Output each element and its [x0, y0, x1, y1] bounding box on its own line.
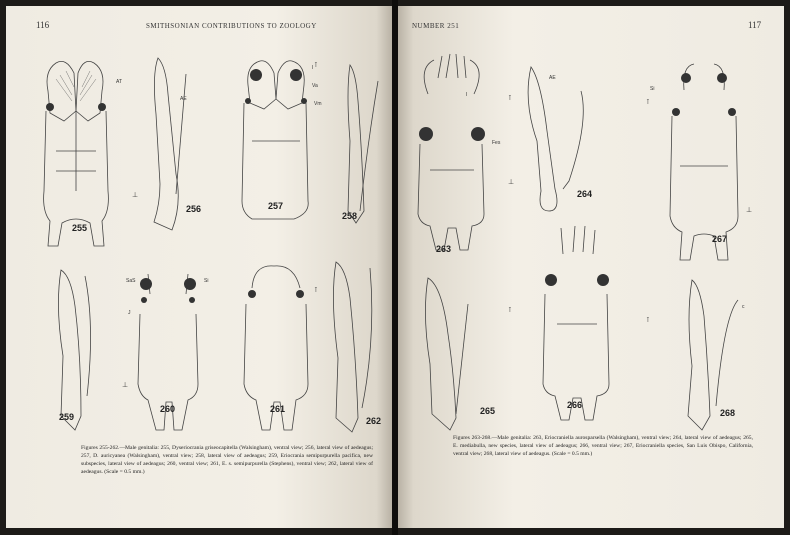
figure-255-ventral-view [36, 51, 126, 251]
orientation-symbol: ⊥ [122, 381, 129, 389]
figure-262-aedeagus [324, 258, 384, 438]
orientation-symbol: ⊥ [132, 191, 139, 199]
orientation-symbol: ⊺ [314, 286, 318, 294]
figure-number-255: 255 [72, 223, 88, 233]
orientation-symbol: ⊺ [508, 306, 512, 314]
figure-number-256: 256 [186, 204, 202, 214]
right-figure-caption: Figures 263-268.—Male genitalia: 263, Eriocraniella aurosparsella (Walsingham), ventral view; 264, lateral view of aedeagus; 265, E. mediabulla, new species, lateral view of aedeagus; 266, ventral view; 267, Eriocraniella species, San Luis Obispo, California, ventral view; 268, lateral view of aedeagus. (Scale = 0.5 mm.) [453, 435, 753, 457]
figure-number-259: 259 [59, 412, 75, 422]
figure-256-aedeagus [146, 54, 201, 234]
figure-number-260: 260 [160, 404, 176, 414]
label-ae-264: AE [549, 75, 556, 81]
label-c: c [742, 304, 745, 310]
figure-number-258: 258 [342, 211, 358, 221]
orientation-symbol: ⊥ [746, 206, 753, 214]
orientation-symbol: ⊥ [508, 178, 515, 186]
orientation-symbol: ⊺ [314, 61, 318, 69]
label-sas: SaS [126, 278, 136, 284]
figure-number-265: 265 [480, 406, 496, 416]
figure-number-262: 262 [366, 416, 382, 426]
figure-number-264: 264 [577, 189, 593, 199]
figure-268-aedeagus [680, 276, 750, 436]
orientation-symbol: ⊺ [646, 98, 650, 106]
label-ae-256: AE [180, 96, 187, 102]
left-page [6, 6, 392, 528]
orientation-symbol: ⊺ [646, 316, 650, 324]
label-fes: Fes [492, 140, 501, 146]
label-j: J [128, 310, 131, 316]
figure-number-266: 266 [567, 400, 583, 410]
right-page [398, 6, 784, 528]
orientation-symbol: ⊺ [508, 94, 512, 102]
label-i-263: I [466, 92, 468, 98]
figure-number-268: 268 [720, 408, 736, 418]
left-figure-caption: Figures 255-262.—Male genitalia: 255, Dyseriocrania griseocapitella (Walsingham), ventral view; 256, lateral view of aedeagus; 257, D. auricyanea (Walsingham), ventral view; 258, lateral view of aedeagus; 259, Eriocrania semipurpurella pacifica, new subspecies, lateral view of aedeagus; 260, ventral view; 261, E. s. semipurpurella (Stephens), ventral view; 262, lateral view of aedeagus. (Scale = 0.5 mm.) [81, 445, 373, 475]
label-vm: Vm [314, 101, 322, 107]
figure-264-aedeagus [523, 61, 593, 221]
right-running-head: NUMBER 251 [412, 22, 460, 30]
figure-261-ventral-view [234, 254, 319, 434]
figure-number-257: 257 [268, 201, 284, 211]
figure-263-ventral-view [408, 54, 501, 254]
figure-number-261: 261 [270, 404, 286, 414]
label-va: Va [312, 83, 318, 89]
figure-257-ventral-view [234, 51, 322, 241]
figure-258-aedeagus [336, 61, 386, 231]
figure-265-aedeagus [420, 274, 496, 434]
figure-number-263: 263 [436, 244, 452, 254]
figure-259-aedeagus [51, 266, 111, 436]
label-i-257: I [312, 65, 314, 71]
figure-number-267: 267 [712, 234, 728, 244]
label-si-260: Si [204, 278, 209, 284]
figure-260-ventral-view [126, 254, 211, 434]
label-at: AT [116, 79, 123, 85]
figure-267-ventral-view [650, 56, 753, 266]
right-page-number: 117 [748, 20, 762, 30]
left-page-number: 116 [36, 20, 50, 30]
figure-266-ventral-view [533, 224, 623, 424]
left-running-head: SMITHSONIAN CONTRIBUTIONS TO ZOOLOGY [146, 22, 317, 30]
label-si-267: Si [650, 86, 655, 92]
